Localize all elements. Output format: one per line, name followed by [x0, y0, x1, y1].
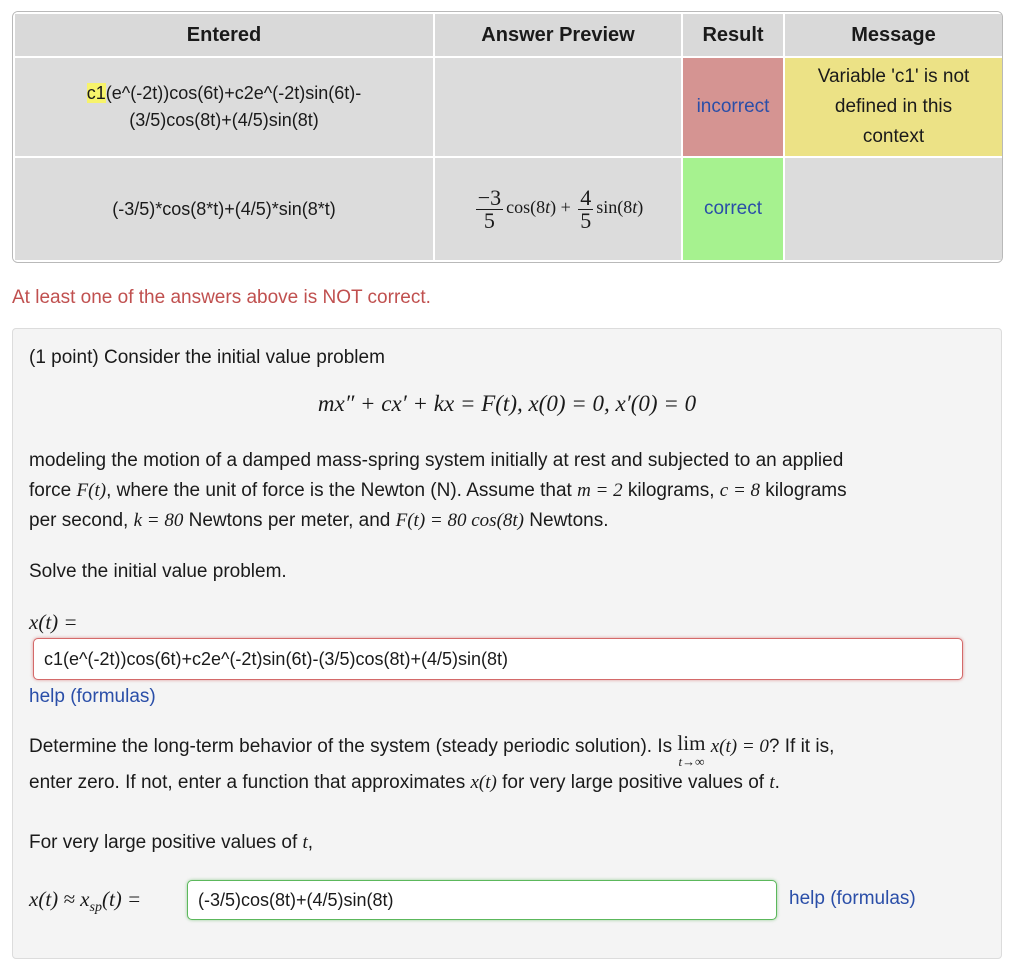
table-row [14, 157, 1003, 261]
entered-text-line2: (3/5)cos(8t)+(4/5)sin(8t) [129, 110, 319, 130]
header-result: Result [682, 13, 784, 57]
header-entered: Entered [14, 13, 434, 57]
results-header-row [14, 13, 1003, 57]
table-row [14, 57, 1003, 157]
message-line: defined in this [834, 96, 953, 117]
limit-expression: lim t→∞ [677, 731, 706, 769]
message-line: context [862, 126, 925, 147]
solve-prompt: Solve the initial value problem. [29, 561, 287, 582]
preview-fraction: $\frac{4}{5}$ [580, 184, 592, 233]
header-message: Message [784, 13, 1003, 57]
problem-intro: (1 point) Consider the initial value problem [29, 347, 385, 368]
preview-fraction: $\frac{-3}{5}$ [477, 184, 502, 233]
message-cell [784, 57, 1003, 157]
entered-cell [14, 57, 434, 157]
large-t-prompt: For very large positive values of t, [29, 832, 314, 853]
problem-panel [12, 328, 1002, 959]
x-label: x(t) = [29, 610, 78, 634]
problem-description: modeling the motion of a damped mass-spring system initially at rest and subjected to an applied force F(t), where the unit of force is the Newton (N). Assume that m = 2 kilograms, c = 8 kilograms per second, k = 80 Newtons per meter, and F(t) = 80 cos(8t) Newtons. [29, 450, 847, 531]
preview-cell: $\frac{-3}{5}$ cos(8t) + $\frac{4}{5}$ sin(8t) [434, 157, 682, 261]
preview-cell [434, 57, 682, 157]
highlighted-variable: c1 [86, 83, 106, 103]
entered-cell: (-3/5)*cos(8*t)+(4/5)*sin(8*t) [14, 157, 434, 261]
long-term-question: Determine the long-term behavior of the system (steady periodic solution). Is lim t→∞ x(t) = 0? If it is, enter zero. If not, enter a function that approximates x(t) for very large positive values of t. [29, 731, 835, 793]
result-correct: correct [682, 157, 784, 261]
help-formulas-link-2[interactable]: help (formulas) [789, 888, 916, 909]
xsp-label: $x(t) \approx x_{sp}(t)$ = [29, 887, 142, 916]
answer-input-2[interactable]: (-3/5)cos(8t)+(4/5)sin(8t) [187, 880, 777, 920]
message-line: Variable 'c1' is not [817, 66, 970, 87]
header-answer-preview: Answer Preview [434, 13, 682, 57]
ode-equation: mx″ + cx′ + kx = F(t), x(0) = 0, x′(0) = 0 [317, 391, 697, 416]
result-incorrect: incorrect [682, 57, 784, 157]
feedback-warning: At least one of the answers above is NOT correct. [12, 287, 431, 308]
message-cell [784, 157, 1003, 261]
entered-text-line1: (e^(-2t))cos(6t)+c2e^(-2t)sin(6t)- [105, 83, 362, 103]
help-formulas-link-1[interactable]: help (formulas) [29, 686, 156, 707]
results-table [12, 11, 1003, 263]
answer-input-1[interactable]: c1(e^(-2t))cos(6t)+c2e^(-2t)sin(6t)-(3/5)cos(8t)+(4/5)sin(8t) [33, 638, 963, 680]
